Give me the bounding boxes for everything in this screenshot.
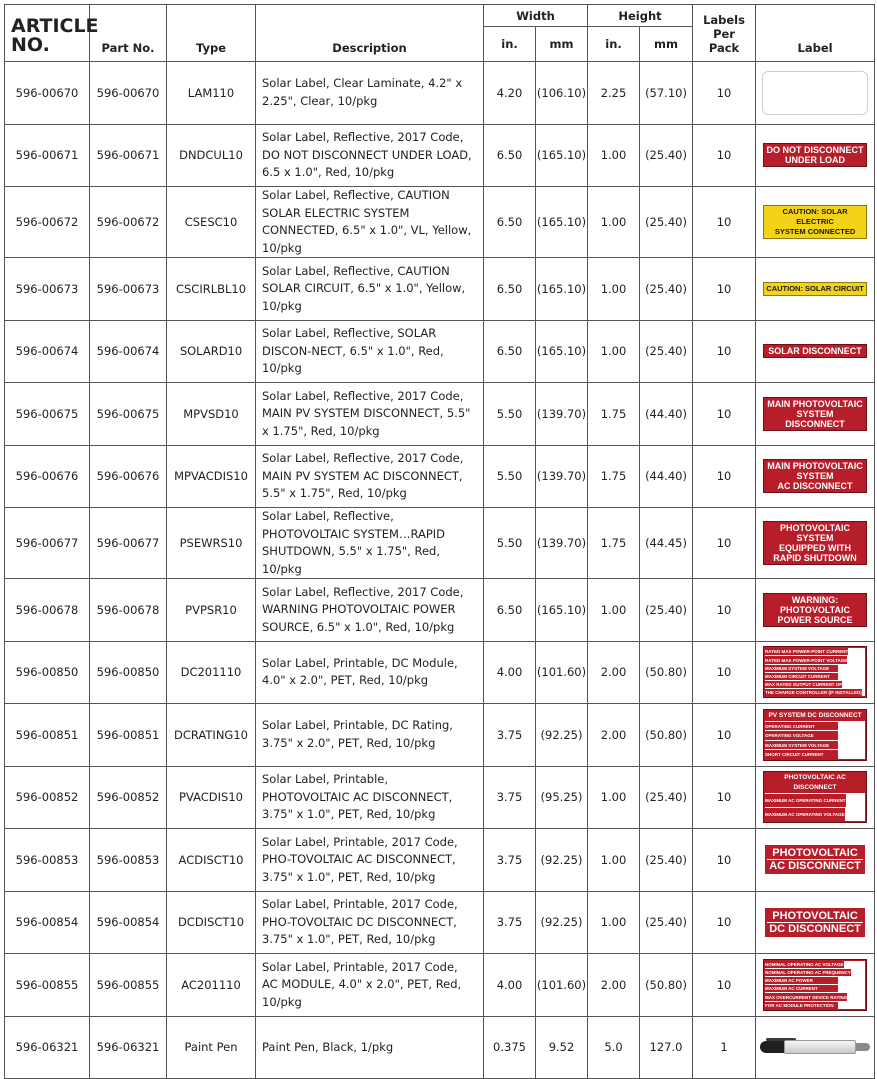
- label-swatch-text: MAXIMUM CIRCUIT CURRENT: [765, 673, 830, 679]
- label-image-cell: [756, 124, 875, 187]
- label-swatch-field: [765, 961, 865, 969]
- label-swatch-entry-box: [838, 722, 865, 731]
- label-swatch: [762, 71, 868, 115]
- article-no-cell: 596-00677: [5, 508, 90, 579]
- label-swatch: [765, 845, 865, 874]
- label-image-cell: [756, 258, 875, 321]
- type-cell: PVPSR10: [167, 579, 256, 642]
- part-no-cell: 596-00678: [90, 579, 167, 642]
- type-cell: CSCIRLBL10: [167, 258, 256, 321]
- label-swatch-text: MAXIMUM AC OPERATING CURRENT: [765, 798, 846, 804]
- type-cell: MPVSD10: [167, 383, 256, 446]
- label-swatch-entry-box: [844, 961, 866, 968]
- label-swatch-entry-box: [838, 977, 865, 984]
- width-in-cell: 6.50: [484, 258, 536, 321]
- label-swatch-text: NOMINAL OPERATING AC VOLTAGE: [765, 961, 844, 967]
- width-mm-cell: (92.25): [536, 704, 588, 767]
- width-in-cell: 3.75: [484, 829, 536, 892]
- part-no-cell: 596-00854: [90, 891, 167, 954]
- description-cell: Solar Label, Printable, 2017 Code, AC MODULE, 4.0" x 2.0", PET, Red, 10/pkg: [256, 954, 484, 1017]
- height-in-cell: 2.00: [588, 954, 640, 1017]
- label-swatch-entry-box: [838, 673, 865, 680]
- label-swatch-field: [765, 731, 865, 741]
- header-height-in: in.: [588, 27, 640, 62]
- label-swatch-text: MAIN PHOTOVOLTAIC: [767, 398, 863, 409]
- table-header: [5, 5, 875, 62]
- header-height: Height: [588, 5, 693, 27]
- header-description: Description: [256, 5, 484, 62]
- label-swatch-text: SYSTEM: [796, 471, 834, 482]
- part-no-cell: 596-00855: [90, 954, 167, 1017]
- height-in-cell: 1.00: [588, 579, 640, 642]
- part-no-cell: 596-00853: [90, 829, 167, 892]
- type-cell: DC201110: [167, 641, 256, 704]
- height-in-cell: 1.00: [588, 766, 640, 829]
- article-no-cell: 596-00671: [5, 124, 90, 187]
- width-mm-cell: (139.70): [536, 383, 588, 446]
- label-swatch-text: POWER SOURCE: [777, 614, 853, 625]
- label-swatch: [763, 646, 867, 698]
- table-row: [5, 258, 875, 321]
- label-image-cell: [756, 829, 875, 892]
- label-swatch-text: OPERATING CURRENT: [765, 723, 815, 729]
- label-swatch-text: CAUTION: SOLAR ELECTRIC: [782, 207, 848, 226]
- header-label: Label: [756, 5, 875, 62]
- height-mm-cell: (44.40): [640, 383, 693, 446]
- label-swatch-text: MAXIMUM AC OPERATING VOLTAGE: [765, 812, 845, 818]
- labels-per-pack-cell: 10: [693, 766, 756, 829]
- description-cell: Solar Label, Reflective, PHOTOVOLTAIC SYSTEM…RAPID SHUTDOWN, 5.5" x 1.75", Red, 10/pkg: [256, 508, 484, 579]
- article-no-cell: 596-00674: [5, 320, 90, 383]
- header-type: Type: [167, 5, 256, 62]
- article-no-cell: 596-00855: [5, 954, 90, 1017]
- labels-per-pack-cell: 10: [693, 258, 756, 321]
- label-image-cell: [756, 320, 875, 383]
- article-no-cell: 596-00678: [5, 579, 90, 642]
- width-mm-cell: (101.60): [536, 954, 588, 1017]
- label-image-cell: [756, 187, 875, 258]
- part-no-cell: 596-00850: [90, 641, 167, 704]
- label-swatch-text: RATED MAX POWER-POINT VOLTAGE: [765, 657, 848, 663]
- label-swatch-text: FOR AC MODULE PROTECTION: [765, 1002, 834, 1008]
- height-in-cell: 2.25: [588, 62, 640, 125]
- width-mm-cell: (101.60): [536, 641, 588, 704]
- label-swatch-entry-box: [838, 985, 865, 992]
- type-cell: PSEWRS10: [167, 508, 256, 579]
- part-no-cell: 596-00672: [90, 187, 167, 258]
- table-row: [5, 383, 875, 446]
- height-in-cell: 1.00: [588, 258, 640, 321]
- label-swatch-text: MAXIMUM AC POWER: [765, 978, 813, 984]
- height-mm-cell: (25.40): [640, 829, 693, 892]
- part-no-cell: 596-00670: [90, 62, 167, 125]
- labels-per-pack-cell: 10: [693, 187, 756, 258]
- label-swatch-entry-box: [846, 794, 866, 807]
- table-row: [5, 508, 875, 579]
- label-swatch-text: WARNING: PHOTOVOLTAIC: [780, 594, 851, 615]
- label-image-cell: [756, 508, 875, 579]
- height-mm-cell: (50.80): [640, 704, 693, 767]
- label-image-cell: [756, 1016, 875, 1079]
- label-swatch-text: NOMINAL OPERATING AC FREQUENCY: [765, 970, 851, 975]
- labels-per-pack-cell: 10: [693, 383, 756, 446]
- type-cell: ACDISCT10: [167, 829, 256, 892]
- type-cell: LAM110: [167, 62, 256, 125]
- height-mm-cell: (25.40): [640, 891, 693, 954]
- label-swatch-entry-box: [838, 741, 865, 750]
- label-swatch-field: [765, 985, 865, 993]
- label-swatch: [763, 344, 867, 358]
- label-swatch-text: DO NOT DISCONNECT: [766, 145, 864, 156]
- width-mm-cell: (139.70): [536, 508, 588, 579]
- label-swatch-text: MAX OVERCURRENT DEVICE RATING: [765, 994, 848, 1000]
- product-table: [4, 4, 875, 1079]
- height-mm-cell: (50.80): [640, 641, 693, 704]
- width-mm-cell: (95.25): [536, 766, 588, 829]
- label-swatch: [763, 143, 867, 167]
- article-no-cell: 596-00854: [5, 891, 90, 954]
- table-row: [5, 641, 875, 704]
- description-cell: Solar Label, Printable, 2017 Code, PHO-TOVOLTAIC AC DISCONNECT, 3.75" x 1.0", PET, Red, 10/pkg: [256, 829, 484, 892]
- height-mm-cell: (44.45): [640, 508, 693, 579]
- label-swatch: [763, 521, 867, 565]
- height-in-cell: 2.00: [588, 641, 640, 704]
- height-mm-cell: (57.10): [640, 62, 693, 125]
- article-no-cell: 596-06321: [5, 1016, 90, 1079]
- width-in-cell: 0.375: [484, 1016, 536, 1079]
- width-in-cell: 4.20: [484, 62, 536, 125]
- label-swatch-field: [765, 808, 865, 821]
- label-swatch-field: [765, 722, 865, 732]
- width-mm-cell: (165.10): [536, 124, 588, 187]
- label-image-cell: [756, 62, 875, 125]
- width-in-cell: 4.00: [484, 954, 536, 1017]
- part-no-cell: 596-00851: [90, 704, 167, 767]
- header-article-no: ARTICLE NO.: [5, 5, 90, 62]
- label-swatch-text: SHORT CIRCUIT CURRENT: [765, 752, 824, 757]
- label-swatch-entry-box: [847, 993, 865, 1000]
- label-image-cell: [756, 383, 875, 446]
- label-swatch-text: CAUTION: SOLAR CIRCUIT: [766, 283, 864, 293]
- header-height-mm: mm: [640, 27, 693, 62]
- part-no-cell: 596-00671: [90, 124, 167, 187]
- label-swatch-text: AC DISCONNECT: [767, 859, 863, 872]
- label-swatch-text: RAPID SHUTDOWN: [773, 553, 857, 563]
- article-no-cell: 596-00851: [5, 704, 90, 767]
- part-no-cell: 596-00677: [90, 508, 167, 579]
- height-in-cell: 1.00: [588, 829, 640, 892]
- height-mm-cell: (25.40): [640, 187, 693, 258]
- label-swatch: [763, 709, 867, 761]
- label-swatch-text: MAXIMUM AC CURRENT: [765, 986, 818, 992]
- description-cell: Solar Label, Clear Laminate, 4.2" x 2.25", Clear, 10/pkg: [256, 62, 484, 125]
- article-no-cell: 596-00853: [5, 829, 90, 892]
- label-image-cell: [756, 641, 875, 704]
- description-cell: Solar Label, Reflective, 2017 Code, WARNING PHOTOVOLTAIC POWER SOURCE, 6.5" x 1.0", Red, 10/pkg: [256, 579, 484, 642]
- label-swatch: [765, 908, 865, 937]
- label-swatch-title: PV SYSTEM DC DISCONNECT: [765, 711, 865, 722]
- label-swatch-text: AC DISCONNECT: [777, 481, 853, 492]
- width-in-cell: 6.50: [484, 579, 536, 642]
- labels-per-pack-cell: 10: [693, 62, 756, 125]
- label-swatch-text: SYSTEM DISCONNECT: [785, 408, 845, 429]
- width-in-cell: 6.50: [484, 124, 536, 187]
- table-row: [5, 954, 875, 1017]
- height-in-cell: 1.00: [588, 891, 640, 954]
- width-mm-cell: (165.10): [536, 187, 588, 258]
- label-swatch-field: [765, 969, 865, 977]
- part-no-cell: 596-00673: [90, 258, 167, 321]
- labels-per-pack-cell: 10: [693, 579, 756, 642]
- header-width-in: in.: [484, 27, 536, 62]
- height-mm-cell: 127.0: [640, 1016, 693, 1079]
- label-swatch-entry-box: [838, 750, 865, 759]
- labels-per-pack-cell: 10: [693, 508, 756, 579]
- label-swatch-field: [765, 741, 865, 751]
- table-row: [5, 445, 875, 508]
- labels-per-pack-cell: 10: [693, 641, 756, 704]
- label-swatch: [763, 771, 867, 823]
- type-cell: DCRATING10: [167, 704, 256, 767]
- table-row: [5, 1016, 875, 1079]
- description-cell: Solar Label, Reflective, CAUTION SOLAR CIRCUIT, 6.5" x 1.0", Yellow, 10/pkg: [256, 258, 484, 321]
- header-part-no: Part No.: [90, 5, 167, 62]
- label-swatch-text: RATED MAX POWER-POINT CURRENT: [765, 649, 849, 655]
- description-cell: Solar Label, Printable, DC Module, 4.0" x 2.0", PET, Red, 10/pkg: [256, 641, 484, 704]
- table-row: [5, 62, 875, 125]
- width-mm-cell: (92.25): [536, 891, 588, 954]
- description-cell: Solar Label, Reflective, CAUTION SOLAR ELECTRIC SYSTEM CONNECTED, 6.5" x 1.0", VL, Yellow, 10/pkg: [256, 187, 484, 258]
- type-cell: AC201110: [167, 954, 256, 1017]
- width-mm-cell: 9.52: [536, 1016, 588, 1079]
- type-cell: Paint Pen: [167, 1016, 256, 1079]
- part-no-cell: 596-00676: [90, 445, 167, 508]
- labels-per-pack-cell: 10: [693, 829, 756, 892]
- part-no-cell: 596-00674: [90, 320, 167, 383]
- label-swatch-text: OPERATING VOLTAGE: [765, 733, 814, 738]
- height-mm-cell: (25.40): [640, 320, 693, 383]
- height-in-cell: 1.75: [588, 383, 640, 446]
- article-no-cell: 596-00675: [5, 383, 90, 446]
- height-in-cell: 2.00: [588, 704, 640, 767]
- labels-per-pack-cell: 10: [693, 891, 756, 954]
- label-swatch-entry-box: [847, 656, 865, 663]
- paint-pen-image: [760, 1037, 872, 1057]
- header-labels-per-pack: Labels Per Pack: [693, 5, 756, 62]
- labels-per-pack-cell: 10: [693, 124, 756, 187]
- label-swatch-field: [765, 750, 865, 759]
- description-cell: Solar Label, Reflective, 2017 Code, MAIN PV SYSTEM AC DISCONNECT, 5.5" x 1.75", Red, 10/pkg: [256, 445, 484, 508]
- description-cell: Solar Label, Printable, 2017 Code, PHO-TOVOLTAIC DC DISCONNECT, 3.75" x 1.0", PET, Red, 10/pkg: [256, 891, 484, 954]
- height-mm-cell: (25.40): [640, 579, 693, 642]
- width-in-cell: 3.75: [484, 766, 536, 829]
- height-in-cell: 1.00: [588, 320, 640, 383]
- width-in-cell: 5.50: [484, 383, 536, 446]
- label-swatch-text: PHOTOVOLTAIC: [772, 847, 858, 860]
- height-mm-cell: (44.40): [640, 445, 693, 508]
- width-in-cell: 5.50: [484, 508, 536, 579]
- article-no-cell: 596-00676: [5, 445, 90, 508]
- header-width: Width: [484, 5, 588, 27]
- width-in-cell: 3.75: [484, 891, 536, 954]
- height-in-cell: 1.75: [588, 508, 640, 579]
- article-no-cell: 596-00852: [5, 766, 90, 829]
- label-swatch-text: UNDER LOAD: [785, 155, 846, 166]
- table-row: [5, 320, 875, 383]
- width-in-cell: 6.50: [484, 187, 536, 258]
- label-swatch-text: DC DISCONNECT: [767, 922, 863, 935]
- label-swatch: [763, 397, 867, 431]
- label-swatch: [763, 205, 867, 239]
- type-cell: DNDCUL10: [167, 124, 256, 187]
- width-in-cell: 5.50: [484, 445, 536, 508]
- label-image-cell: [756, 445, 875, 508]
- label-swatch-entry-box: [842, 681, 865, 688]
- description-cell: Solar Label, Printable, DC Rating, 3.75" x 2.0", PET, Red, 10/pkg: [256, 704, 484, 767]
- label-swatch: [763, 959, 867, 1011]
- label-swatch-text: MAIN PHOTOVOLTAIC: [767, 461, 863, 472]
- label-image-cell: [756, 954, 875, 1017]
- height-in-cell: 1.75: [588, 445, 640, 508]
- table-body: [5, 62, 875, 1079]
- width-mm-cell: (139.70): [536, 445, 588, 508]
- width-in-cell: 3.75: [484, 704, 536, 767]
- table-row: [5, 829, 875, 892]
- table-row: [5, 579, 875, 642]
- description-cell: Solar Label, Reflective, 2017 Code, DO NOT DISCONNECT UNDER LOAD, 6.5 x 1.0", Red, 10/pkg: [256, 124, 484, 187]
- labels-per-pack-cell: 10: [693, 954, 756, 1017]
- label-swatch-field: [765, 673, 865, 681]
- width-mm-cell: (92.25): [536, 829, 588, 892]
- label-swatch: [763, 282, 867, 296]
- labels-per-pack-cell: 10: [693, 445, 756, 508]
- part-no-cell: 596-00852: [90, 766, 167, 829]
- width-mm-cell: (165.10): [536, 258, 588, 321]
- table-row: [5, 704, 875, 767]
- label-swatch-field: [765, 977, 865, 985]
- part-no-cell: 596-06321: [90, 1016, 167, 1079]
- type-cell: PVACDIS10: [167, 766, 256, 829]
- label-swatch: [763, 459, 867, 493]
- width-in-cell: 6.50: [484, 320, 536, 383]
- label-swatch-text: SYSTEM CONNECTED: [774, 227, 856, 236]
- label-swatch-text: SOLAR DISCONNECT: [768, 346, 862, 357]
- width-mm-cell: (165.10): [536, 320, 588, 383]
- label-swatch-text: MAX RATED OUTPUT CURRENT OF: [765, 682, 842, 688]
- label-swatch-text: THE CHARGE CONTROLLER (IF INSTALLED): [765, 690, 862, 696]
- label-swatch-entry-box: [838, 665, 865, 672]
- height-in-cell: 5.0: [588, 1016, 640, 1079]
- label-swatch-field: [765, 656, 865, 664]
- labels-per-pack-cell: 10: [693, 704, 756, 767]
- height-mm-cell: (50.80): [640, 954, 693, 1017]
- article-no-cell: 596-00670: [5, 62, 90, 125]
- type-cell: MPVACDIS10: [167, 445, 256, 508]
- table-row: [5, 891, 875, 954]
- labels-per-pack-cell: 10: [693, 320, 756, 383]
- table-row: [5, 766, 875, 829]
- height-mm-cell: (25.40): [640, 766, 693, 829]
- width-mm-cell: (106.10): [536, 62, 588, 125]
- label-swatch-field: [765, 993, 865, 1001]
- header-width-mm: mm: [536, 27, 588, 62]
- table-row: [5, 124, 875, 187]
- label-swatch-text: EQUIPPED WITH: [779, 543, 852, 553]
- width-mm-cell: (165.10): [536, 579, 588, 642]
- description-cell: Solar Label, Reflective, 2017 Code, MAIN PV SYSTEM DISCONNECT, 5.5" x 1.75", Red, 10/pkg: [256, 383, 484, 446]
- label-image-cell: [756, 579, 875, 642]
- label-swatch-entry-box: [838, 731, 865, 740]
- label-swatch-entry-box: [838, 1002, 865, 1009]
- label-swatch-field: [765, 648, 865, 656]
- label-swatch-text: MAXIMUM SYSTEM VOLTAGE: [765, 742, 830, 748]
- label-swatch-text: PHOTOVOLTAIC SYSTEM: [780, 523, 851, 543]
- labels-per-pack-cell: 1: [693, 1016, 756, 1079]
- label-swatch-entry-box: [851, 969, 865, 976]
- label-swatch-entry-box: [848, 648, 865, 655]
- label-swatch-entry-box: [862, 689, 865, 696]
- label-swatch: [763, 593, 867, 627]
- width-in-cell: 4.00: [484, 641, 536, 704]
- article-no-cell: 596-00672: [5, 187, 90, 258]
- description-cell: Solar Label, Reflective, SOLAR DISCON-NECT, 6.5" x 1.0", Red, 10/pkg: [256, 320, 484, 383]
- label-swatch-field: [765, 665, 865, 673]
- type-cell: DCDISCT10: [167, 891, 256, 954]
- label-swatch-text: MAXIMUM SYSTEM VOLTAGE: [765, 665, 830, 671]
- label-swatch-title: PHOTOVOLTAIC AC DISCONNECT: [765, 773, 865, 794]
- description-cell: Solar Label, Printable, PHOTOVOLTAIC AC DISCONNECT, 3.75" x 1.0", PET, Red, 10/pkg: [256, 766, 484, 829]
- article-no-cell: 596-00850: [5, 641, 90, 704]
- article-no-cell: 596-00673: [5, 258, 90, 321]
- label-swatch-entry-box: [845, 808, 865, 821]
- height-mm-cell: (25.40): [640, 124, 693, 187]
- label-image-cell: [756, 704, 875, 767]
- table-row: [5, 187, 875, 258]
- height-mm-cell: (25.40): [640, 258, 693, 321]
- label-swatch-field: [765, 681, 865, 689]
- label-swatch-field: [765, 1002, 865, 1009]
- label-swatch-field: [765, 689, 865, 696]
- part-no-cell: 596-00675: [90, 383, 167, 446]
- type-cell: SOLARD10: [167, 320, 256, 383]
- label-swatch-field: [765, 794, 865, 808]
- label-image-cell: [756, 766, 875, 829]
- height-in-cell: 1.00: [588, 124, 640, 187]
- label-image-cell: [756, 891, 875, 954]
- height-in-cell: 1.00: [588, 187, 640, 258]
- label-swatch-text: PHOTOVOLTAIC: [772, 909, 858, 922]
- description-cell: Paint Pen, Black, 1/pkg: [256, 1016, 484, 1079]
- type-cell: CSESC10: [167, 187, 256, 258]
